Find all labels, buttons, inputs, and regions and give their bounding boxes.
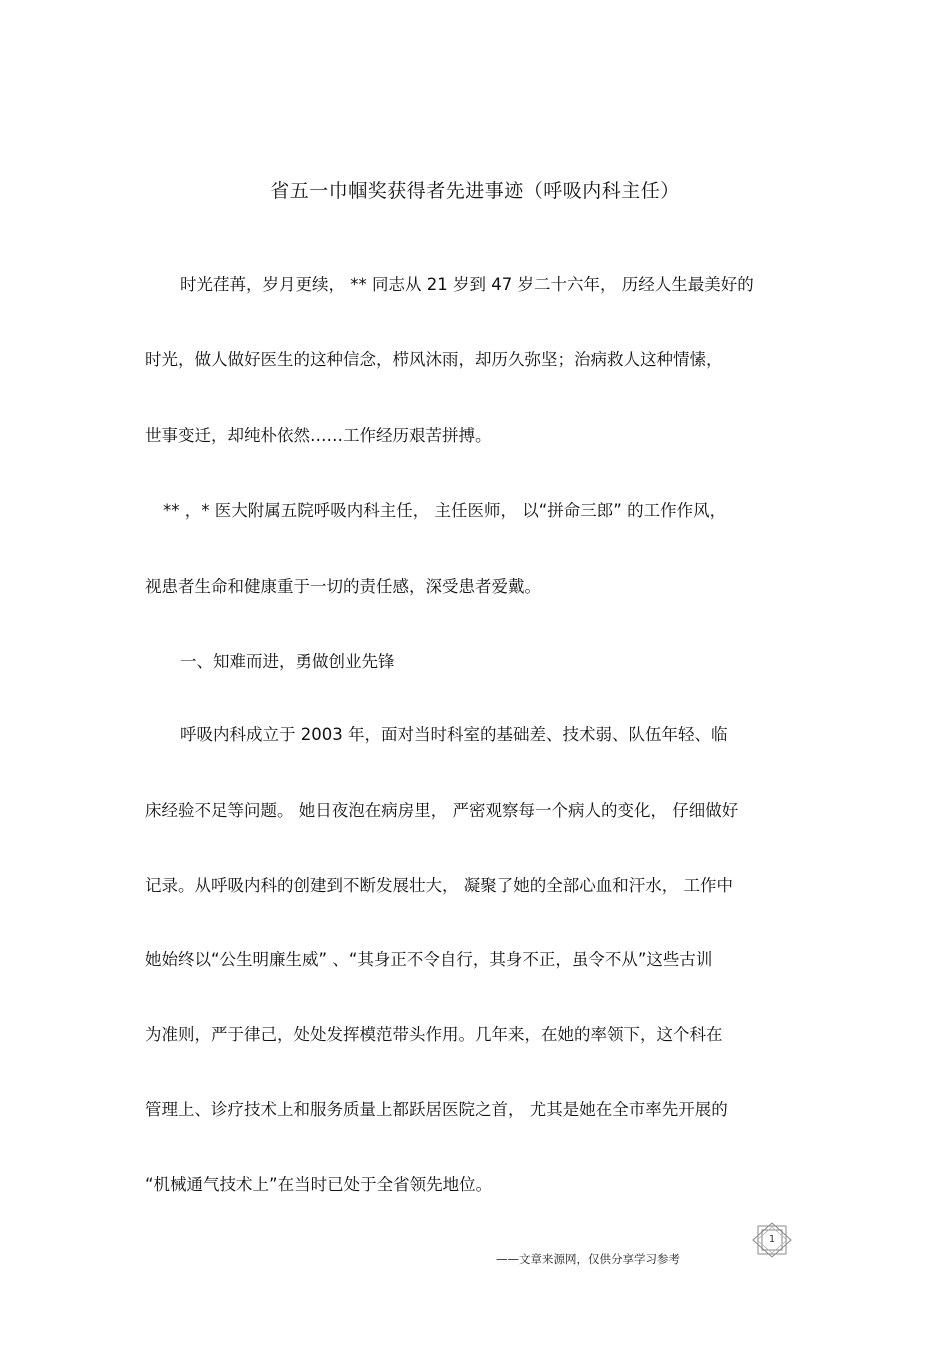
paragraph-line: 床经验不足等问题。 她日夜泡在病房里， 严密观察每一个病人的变化， 仔细做好 bbox=[145, 801, 739, 820]
paragraph-line: 管理上、诊疗技术上和服务质量上都跃居医院之首， 尤其是她在全市率先开展的 bbox=[145, 1100, 728, 1119]
source-note: ——文章来源网，仅供分享学习参考 bbox=[496, 1252, 680, 1266]
paragraph-line: 为准则，严于律己，处处发挥模范带头作用。几年来，在她的率领下，这个科在 bbox=[145, 1025, 723, 1044]
page-number: 1 bbox=[768, 1234, 776, 1245]
section-heading: 一、知难而进，勇做创业先锋 bbox=[180, 652, 395, 671]
paragraph-line: 视患者生命和健康重于一切的责任感，深受患者爱戴。 bbox=[145, 577, 541, 596]
paragraph-line: 世事变迁，却纯朴依然……工作经历艰苦拼搏。 bbox=[145, 426, 492, 445]
document-title: 省五一巾帼奖获得者先进事迹（呼吸内科主任） bbox=[270, 180, 680, 202]
paragraph-line: 时光，做人做好医生的这种信念，栉风沐雨，却历久弥坚；治病救人这种情愫， bbox=[145, 350, 723, 369]
paragraph-line: “机械通气技术上”在当时已处于全省领先地位。 bbox=[145, 1175, 493, 1194]
paragraph-line: 时光荏苒，岁月更续， ** 同志从 21 岁到 47 岁二十六年， 历经人生最美好的 bbox=[180, 275, 754, 294]
page-number-badge bbox=[750, 1222, 794, 1258]
paragraph-line: 记录。从呼吸内科的创建到不断发展壮大， 凝聚了她的全部心血和汗水， 工作中 bbox=[145, 876, 733, 895]
paragraph-line: 她始终以“公生明廉生威” 、“其身正不令自行，其身不正，虽令不从”这些古训 bbox=[145, 950, 713, 969]
paragraph-line: ** ，* 医大附属五院呼吸内科主任， 主任医师， 以“拼命三郎” 的工作作风， bbox=[163, 501, 727, 520]
paragraph-line: 呼吸内科成立于 2003 年，面对当时科室的基础差、技术弱、队伍年轻、临 bbox=[180, 725, 728, 744]
